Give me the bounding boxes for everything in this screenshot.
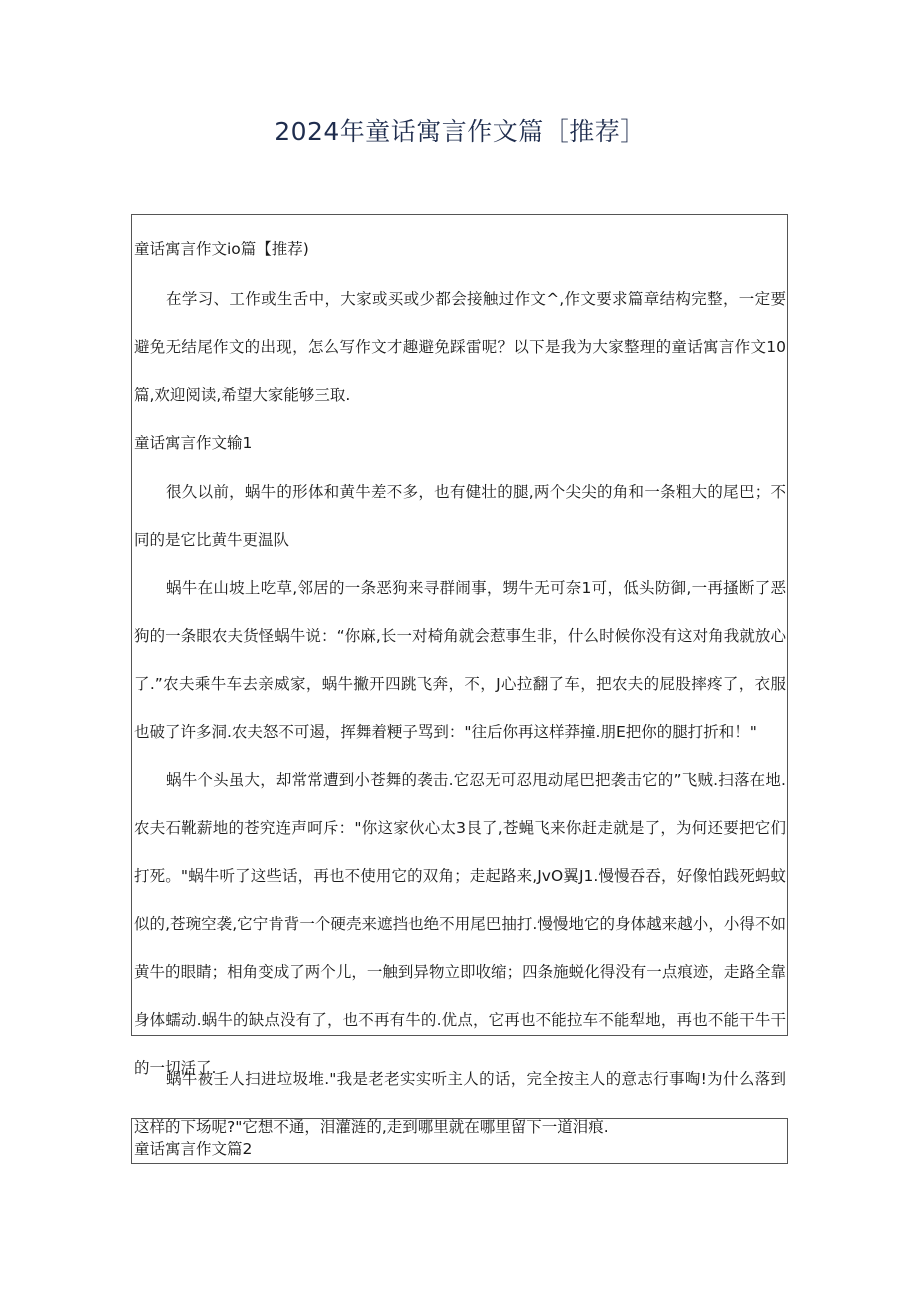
story-1-paragraph-1: 很久以前，蜗牛的形体和黄牛差不多，也有健壮的腿,两个尖尖的角和一条粗大的尾巴；不同的是它比黄牛更温队 xyxy=(134,483,786,549)
section-title: 童话寓言作文io篇【推荐) xyxy=(134,240,309,258)
story-1-heading: 童话寓言作文输1 xyxy=(134,434,253,452)
story-1-paragraph-4: 蜗牛被壬人扫进垃圾堆."我是老老实实听主人的话，完全按主人的意志行事啕!为什么落到这样的下场呢?"它想不通，泪灌涟的,走到哪里就在哪里留下一道泪痕. xyxy=(134,1070,786,1136)
story-2-heading: 童话寓言作文篇2 xyxy=(134,1140,253,1158)
page-title: 2024年童话寓言作文篇［推荐］ xyxy=(274,117,646,146)
intro-paragraph: 在学习、工作或生舌中，大家或买或少都会接触过作文^,作文要求篇章结构完整，一定要避免无结尾作文的出现，怎么写作文才趣避免踩雷呢？以下是我为大家整理的童话寓言作文10篇,欢迎阅读,希望大家能够三取. xyxy=(134,290,786,404)
story-1-paragraph-3: 蜗牛个头虽大，却常常遭到小苍舞的袭击.它忍无可忍甩动尾巴把袭击它的”飞贼.扫落在地.农夫石靴薪地的苍究连声呵斥："你这家伙心太3艮了,苍蝇飞来你赶走就是了，为何还要把它们打死。"蜗牛听了这些话，再也不使用它的双角；走起路来,JvO翼J1.慢慢吞吞，好像怕践死蚂蚊似的,苍琬空袭,它宁肯背一个硬壳来遮挡也绝不用尾巴抽打.慢慢地它的身体越来越小，小得不如黄牛的眼睛；相角变成了两个儿，一触到异物立即收缩；四条施蜕化得没有一点痕迹，走路全靠身体蠕动.蜗牛的缺点没有了，也不再有牛的.优点，它再也不能拉车不能犁地，再也不能干牛干的一切活了. xyxy=(134,771,786,1077)
story-1-paragraph-2: 蜗牛在山坡上吃草,邻居的一条恶狗来寻群闹事，甥牛无可奈1可，低头防御,一再搔断了恶狗的一条眼农夫货怪蜗牛说：“你麻,长一对椅角就会惹事生非，什么时候你没有这对角我就放心了.”农夫乘牛车去亲威家，蜗牛撇开四跳飞奔，不，J心拉翻了车，把农夫的屁股摔疼了，衣服也破了许多洞.农夫怒不可遏，挥舞着粳子骂到："往后你再这样莽撞.朋E把你的腿打折和！" xyxy=(134,579,786,741)
